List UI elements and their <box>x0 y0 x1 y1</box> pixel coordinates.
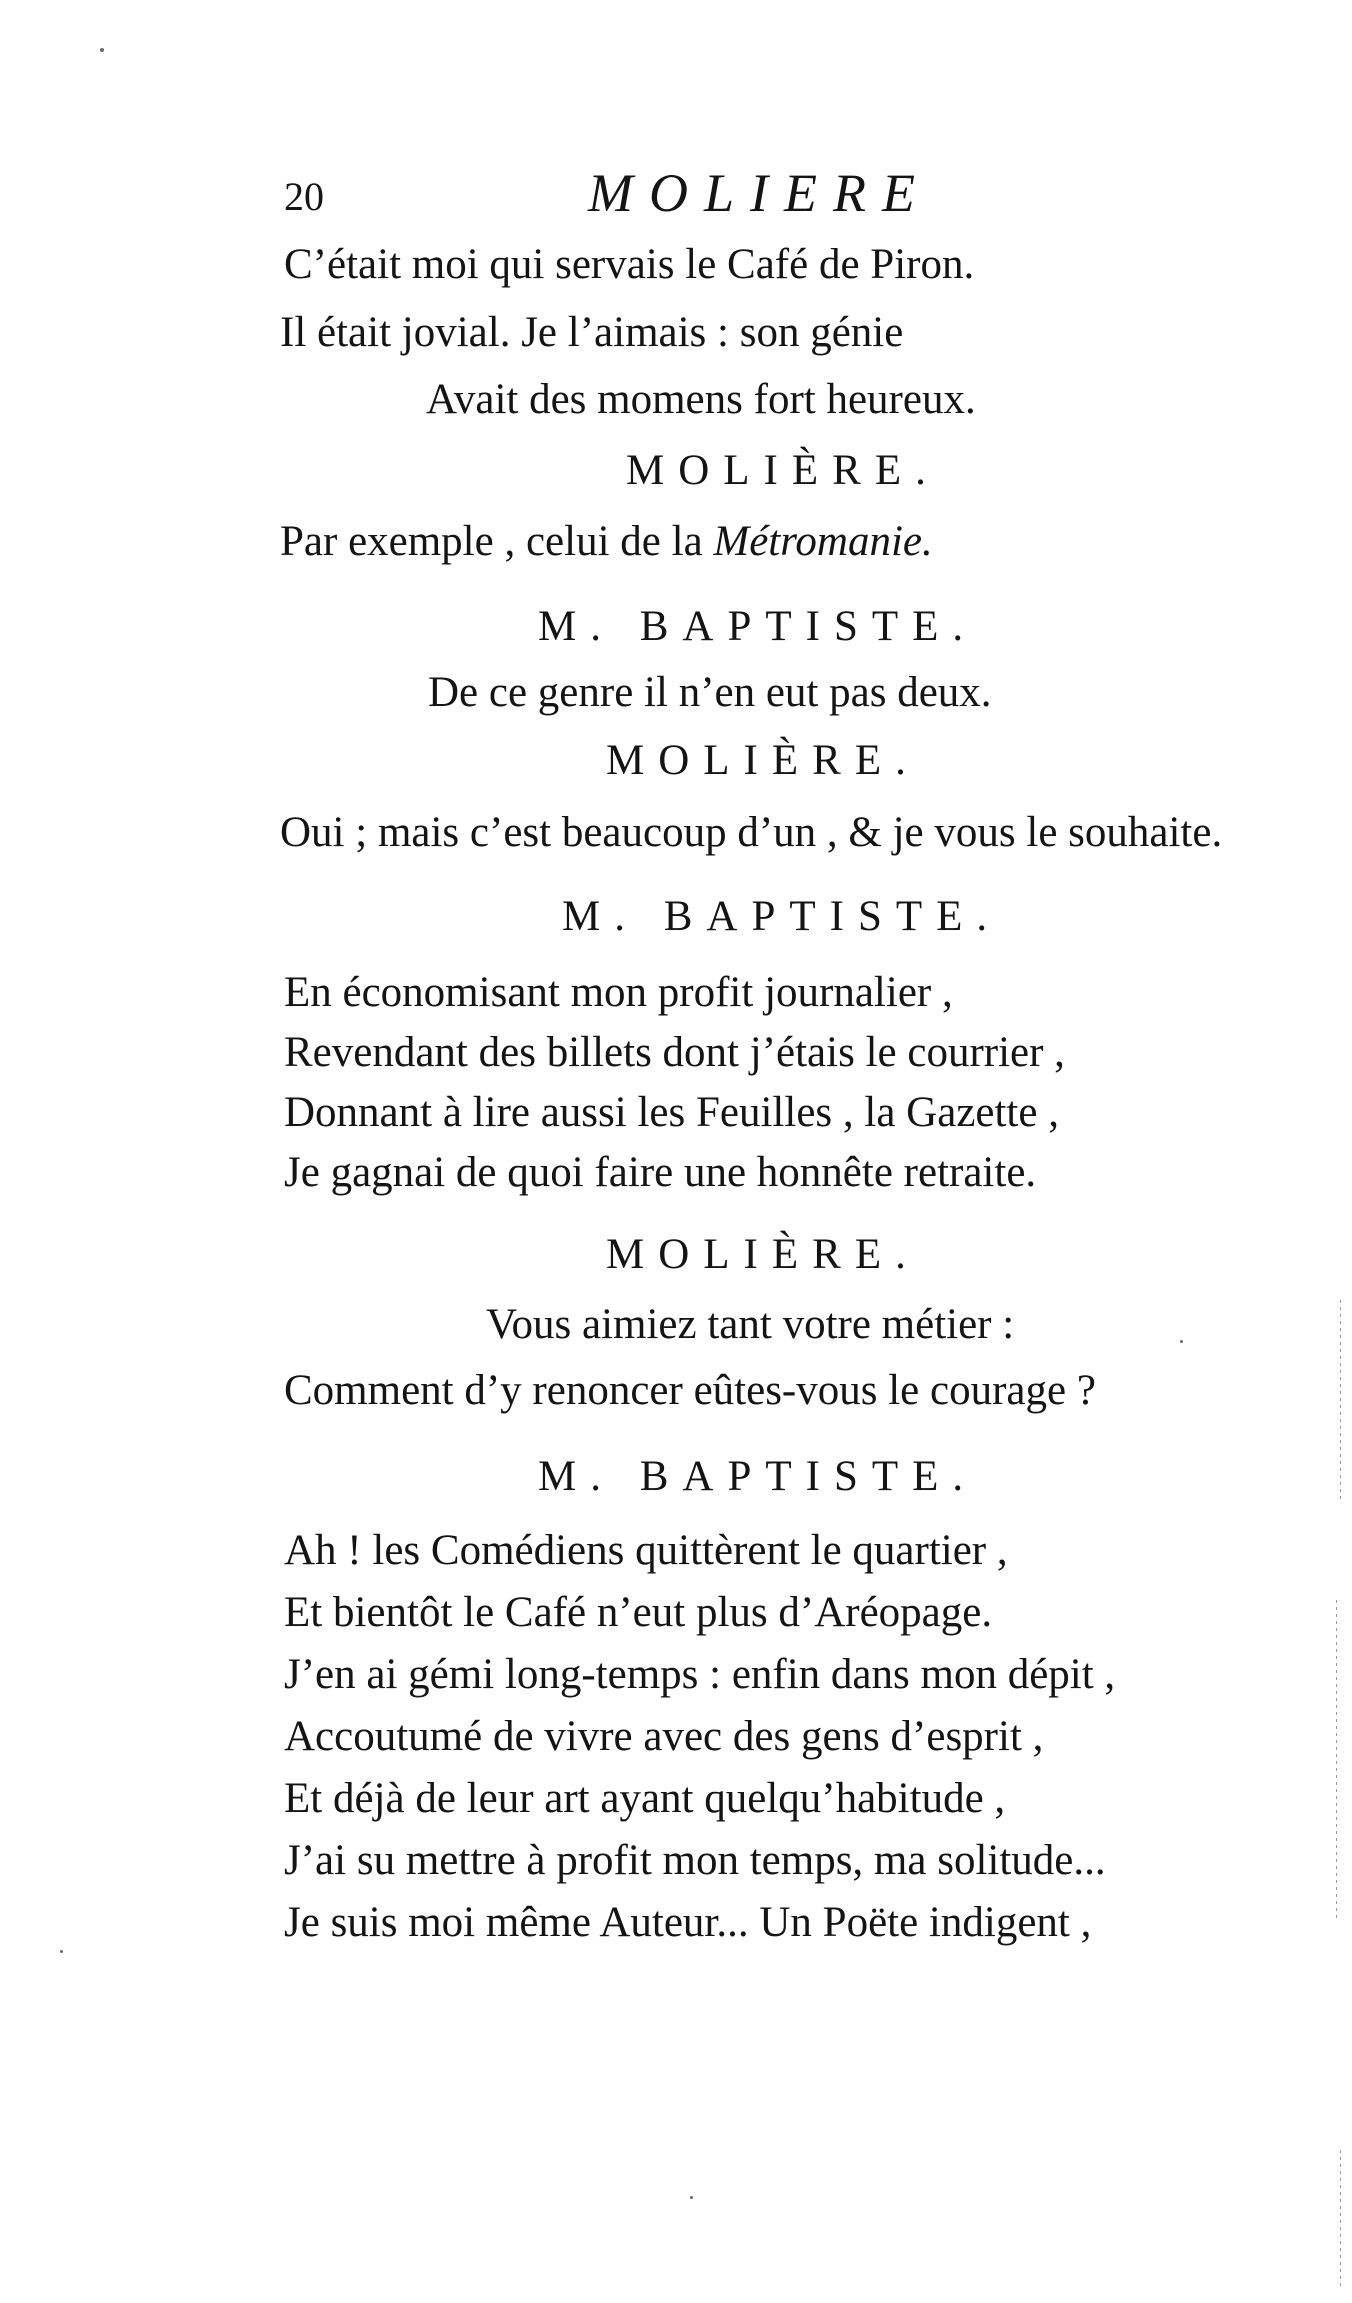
speaker-name: M. BAPTISTE. <box>538 1453 978 1500</box>
speaker-name: MOLIÈRE. <box>626 447 940 494</box>
page-edge-mark <box>1340 2150 1341 2290</box>
verse-line: Il était jovial. Je l’aimais : son génie <box>280 309 904 356</box>
page-number: 20 <box>284 174 324 219</box>
verse-line <box>280 515 933 569</box>
page-edge-mark <box>1336 1600 1337 1920</box>
speaker-name: MOLIÈRE. <box>606 737 920 784</box>
verse-line: Ah ! les Comédiens quittèrent le quartier , <box>284 1527 1008 1574</box>
play-title: Métromanie. <box>713 518 933 565</box>
verse-line: Et déjà de leur art ayant quelqu’habitude , <box>284 1775 1006 1822</box>
scan-speck <box>690 2196 693 2199</box>
verse-line: Oui ; mais c’est beaucoup d’un , & je vous le souhaite. <box>280 809 1223 856</box>
verse-line: Je suis moi même Auteur... Un Poëte indigent , <box>284 1899 1092 1946</box>
speaker-name: MOLIÈRE. <box>606 1231 920 1278</box>
page-edge-mark <box>1340 1300 1341 1500</box>
scan-speck <box>60 1950 63 1953</box>
verse-line: J’en ai gémi long-temps : enfin dans mon dépit , <box>284 1651 1116 1698</box>
scan-speck <box>100 48 104 52</box>
verse-line: Donnant à lire aussi les Feuilles , la Gazette , <box>284 1089 1059 1136</box>
speaker-name: M. BAPTISTE. <box>562 893 1002 940</box>
verse-line: Et bientôt le Café n’eut plus d’Aréopage. <box>284 1589 993 1636</box>
running-title: MOLIERE <box>588 163 931 223</box>
verse-line: En économisant mon profit journalier , <box>284 969 953 1016</box>
verse-line: De ce genre il n’en eut pas deux. <box>428 669 992 716</box>
verse-text: Par exemple , celui de la <box>280 518 714 565</box>
verse-line: J’ai su mettre à profit mon temps, ma solitude... <box>284 1837 1106 1884</box>
verse-line: Vous aimiez tant votre métier : <box>486 1301 1015 1348</box>
verse-line: Avait des momens fort heureux. <box>426 376 976 423</box>
verse-line: Revendant des billets dont j’étais le courrier , <box>284 1029 1065 1076</box>
verse-line: Comment d’y renoncer eûtes-vous le courage ? <box>284 1367 1096 1414</box>
verse-line: Je gagnai de quoi faire une honnête retraite. <box>284 1149 1037 1196</box>
scan-speck <box>1180 1340 1183 1343</box>
speaker-name: M. BAPTISTE. <box>538 603 978 650</box>
verse-line: Accoutumé de vivre avec des gens d’esprit , <box>284 1713 1044 1760</box>
verse-line: C’était moi qui servais le Café de Piron. <box>284 241 975 288</box>
